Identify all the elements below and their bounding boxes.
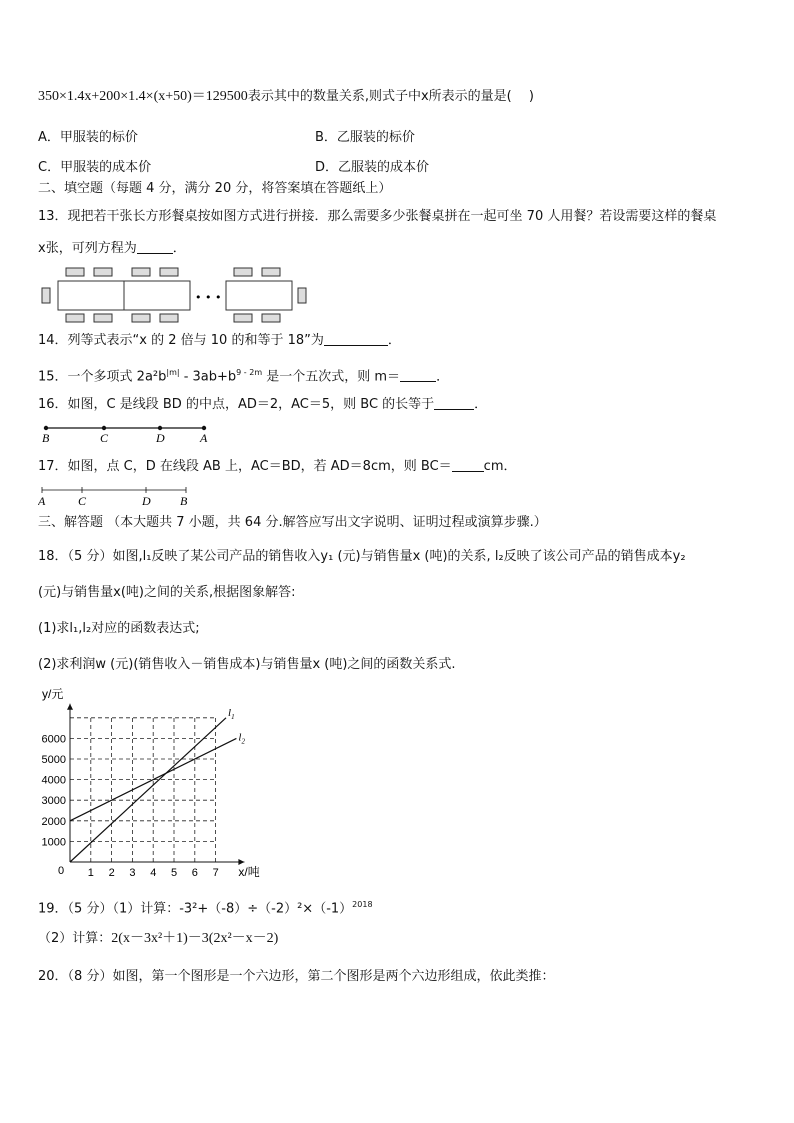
chair xyxy=(298,288,306,303)
chair xyxy=(94,314,112,322)
q12-option-b: B．乙服装的标价 xyxy=(315,130,415,145)
chair xyxy=(132,268,150,276)
chair xyxy=(160,314,178,322)
q13-line1: 13．现把若干张长方形餐桌按如图方式进行拼接．那么需要多少张餐桌拼在一起可坐 70 人用餐？若设需要这样的餐桌 xyxy=(38,209,717,224)
chair xyxy=(66,314,84,322)
q18-part1: (1)求l₁,l₂对应的函数表达式; xyxy=(38,621,200,636)
section3-heading: 三、解答题 （本大题共 7 小题，共 64 分.解答应写出文字说明、证明过程或演算步骤.） xyxy=(38,515,547,530)
q18-part2: (2)求利润w (元)(销售收入－销售成本)与销售量x (吨)之间的函数关系式. xyxy=(38,657,456,672)
table xyxy=(58,281,124,310)
q16-label-b: B xyxy=(42,431,50,445)
q13-blank[interactable] xyxy=(137,241,173,254)
chair xyxy=(262,268,280,276)
q19-line1: 19．（5 分）（1）计算：$-3^2+(-8)\div(-2)^2\times(-1)^{2018}$ xyxy=(38,900,373,917)
x-tick-label: 1 xyxy=(87,867,94,879)
y-tick-label: 5000 xyxy=(41,754,66,766)
q20-line1: 20．（8 分）如图，第一个图形是一个六边形，第二个图形是两个六边形组成，依此类推： xyxy=(38,969,555,984)
y-axis-arrow xyxy=(67,704,73,710)
chair xyxy=(160,268,178,276)
y-tick-label: 6000 xyxy=(41,733,66,746)
x-tick-label: 5 xyxy=(171,867,178,879)
q18-line1: 18．（5 分）如图,l₁反映了某公司产品的销售收入y₁ (元)与销售量x (吨)的关系, l₂反映了该公司产品的销售成本y₂ xyxy=(38,549,686,564)
x-tick-label: 7 xyxy=(212,867,219,879)
q12-option-c: C．甲服装的成本价 xyxy=(38,160,152,175)
y-axis-label: y/元 xyxy=(42,687,64,701)
q16-label-d: D xyxy=(156,431,165,445)
q13-table-figure xyxy=(38,264,318,326)
q16-label-a: A xyxy=(200,431,208,445)
q12-option-d: D．乙服装的成本价 xyxy=(315,160,430,175)
x-tick-label: 2 xyxy=(108,867,115,879)
q17-label-b: B xyxy=(180,494,188,508)
q17: 17．如图，点 C，D 在线段 AB 上，AC＝BD，若 AD＝8cm，则 BC＝ cm． xyxy=(38,459,517,474)
series-label-l1: $l_1$ xyxy=(228,706,235,721)
q17-segment-figure xyxy=(38,484,198,510)
q16-blank[interactable] xyxy=(434,397,474,410)
chair xyxy=(234,314,252,322)
chair xyxy=(66,268,84,276)
y-tick-label: 4000 xyxy=(41,774,66,787)
chair xyxy=(42,288,50,303)
q19-line2: （2）计算：2(x－3x²＋1)－3(2x²－x－2) xyxy=(38,931,279,946)
q12-stem xyxy=(38,88,534,106)
section2-heading: 二、填空题（每题 4 分，满分 20 分，将答案填在答题纸上） xyxy=(38,181,392,196)
q13-dots: • • • xyxy=(195,291,222,304)
q17-label-d: D xyxy=(142,494,151,508)
q16: 16．如图，C 是线段 BD 的中点，AD＝2，AC＝5，则 BC 的长等于 ． xyxy=(38,397,488,412)
chair xyxy=(132,314,150,322)
q14: 14．列等式表示“x 的 2 倍与 10 的和等于 18”为 ． xyxy=(38,333,401,348)
q16-segment-figure xyxy=(38,420,218,446)
q14-blank[interactable] xyxy=(324,333,388,346)
chair xyxy=(262,314,280,322)
table xyxy=(226,281,292,310)
q15: 15．一个多项式 $2a^2b^{|m|} - 3ab+b^{9 - 2m}$ 是一个五次式，则 m＝ ． xyxy=(38,368,450,385)
table xyxy=(124,281,190,310)
q12-text: 表示其中的数量关系,则式子中x所表示的量是( ) xyxy=(247,89,534,104)
q12-equation: 350×1.4x+200×1.4×(x+50)＝129500 xyxy=(38,89,248,104)
x-tick-label: 6 xyxy=(191,867,198,879)
q17-label-a: A xyxy=(38,494,46,508)
q12-option-a: A．甲服装的标价 xyxy=(38,130,138,145)
x-tick-label: 3 xyxy=(129,867,136,879)
chair xyxy=(234,268,252,276)
y-tick-label: 1000 xyxy=(41,836,66,849)
q13-line2: x张，可列方程为 ． xyxy=(38,241,186,256)
x-tick-label: 4 xyxy=(150,867,157,879)
q17-label-c: C xyxy=(78,494,87,508)
series-line-l1 xyxy=(70,718,226,862)
x-axis-label: x/吨 xyxy=(238,865,260,879)
q18-line2: (元)与销售量x(吨)之间的关系,根据图象解答: xyxy=(38,585,296,600)
q17-blank[interactable] xyxy=(452,459,484,472)
y-tick-label: 2000 xyxy=(41,815,66,828)
y-tick-label: 3000 xyxy=(41,795,66,808)
series-label-l2: $l_2$ xyxy=(238,731,245,746)
chair xyxy=(94,268,112,276)
q15-blank[interactable] xyxy=(400,369,436,382)
origin-label: 0 xyxy=(58,865,65,877)
q16-label-c: C xyxy=(100,431,109,445)
q18-chart xyxy=(26,684,286,884)
